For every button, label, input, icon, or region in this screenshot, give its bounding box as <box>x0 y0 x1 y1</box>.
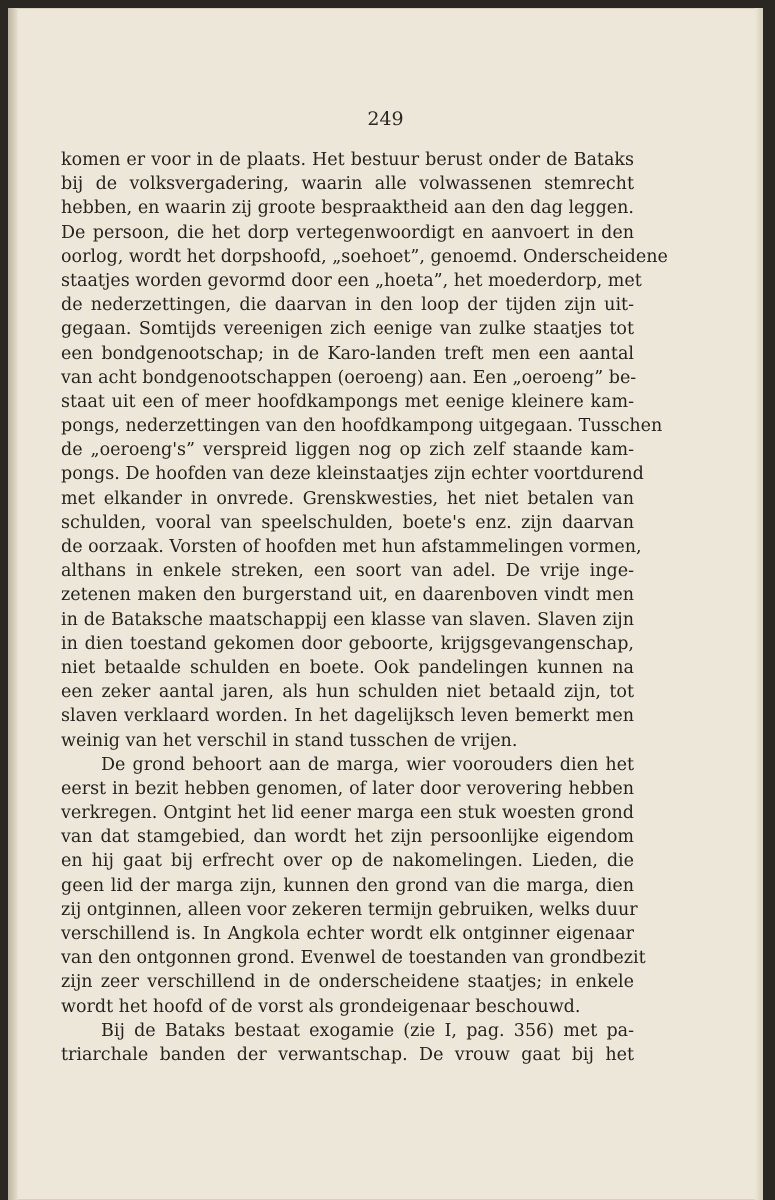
text-line: staatjes worden gevormd door een „hoeta”, het moederdorp, met <box>61 270 642 291</box>
text-line: bij de volksvergadering, waarin alle volwassenen stemrecht <box>61 174 634 195</box>
text-line: van acht bondgenootschappen (oeroeng) aan. Een „oeroeng” be- <box>61 367 637 388</box>
text-line: schulden, vooral van speelschulden, boete's enz. zijn daarvan <box>61 512 634 533</box>
text-line: Bij de Bataks bestaat exogamie (zie I, pag. 356) met pa- <box>101 1020 634 1041</box>
page-gutter <box>8 8 18 1200</box>
text-line: in de Bataksche maatschappij een klasse van slaven. Slaven zijn <box>61 609 634 630</box>
text-line: verschillend is. In Angkola echter wordt elk ontginner eigenaar <box>61 924 634 944</box>
page-number: 249 <box>367 108 404 130</box>
body-text <box>61 148 668 1067</box>
text-line: wordt het hoofd of de vorst als grondeigenaar beschouwd. <box>61 996 581 1017</box>
text-line: oorlog, wordt het dorpshoofd, „soehoet”, genoemd. Onderscheidene <box>61 246 668 267</box>
text-line: zij ontginnen, alleen voor zekeren termijn gebruiken, welks duur <box>61 899 638 920</box>
text-line: zijn zeer verschillend in de onderscheidene staatjes; in enkele <box>61 972 634 993</box>
text-line: de „oeroeng's” verspreid liggen nog op zich zelf staande kam- <box>61 440 634 461</box>
text-line: hebben, en waarin zij groote bespraaktheid aan den dag leggen. <box>61 198 634 219</box>
text-line: zetenen maken den burgerstand uit, en daarenboven vindt men <box>61 585 634 606</box>
text-line: een zeker aantal jaren, als hun schulden niet betaald zijn, tot <box>61 682 634 703</box>
book-page <box>8 8 763 1200</box>
text-line: triarchale banden der verwantschap. De vrouw gaat bij het <box>61 1044 634 1065</box>
text-line: althans in enkele streken, een soort van adel. De vrije inge- <box>61 561 634 582</box>
text-line: verkregen. Ontgint het lid eener marga een stuk woesten grond <box>61 803 634 824</box>
text-line: komen er voor in de plaats. Het bestuur berust onder de Bataks <box>61 150 634 170</box>
page-edge <box>755 8 763 1200</box>
text-line: en hij gaat bij erfrecht over op de nakomelingen. Lieden, die <box>61 851 634 872</box>
text-line: van den ontgonnen grond. Evenwel de toestanden van grondbezit <box>61 948 646 969</box>
text-line: De persoon, die het dorp vertegenwoordigt en aanvoert in den <box>61 222 634 243</box>
text-line: pongs. De hoofden van deze kleinstaatjes zijn echter voortdurend <box>61 464 644 485</box>
text-line: in dien toestand gekomen door geboorte, krijgsgevangenschap, <box>61 633 634 654</box>
text-line: slaven verklaard worden. In het dagelijksch leven bemerkt men <box>61 706 634 727</box>
text-line: pongs, nederzettingen van den hoofdkampong uitgegaan. Tusschen <box>61 416 663 437</box>
text-line: met elkander in onvrede. Grenskwesties, het niet betalen van <box>61 488 634 509</box>
text-line: eerst in bezit hebben genomen, of later door verovering hebben <box>61 778 634 799</box>
text-line: de nederzettingen, die daarvan in den loop der tijden zijn uit- <box>61 295 634 316</box>
text-line: van dat stamgebied, dan wordt het zijn persoonlijke eigendom <box>61 827 634 848</box>
text-line: niet betaalde schulden en boete. Ook pandelingen kunnen na <box>61 657 634 678</box>
text-line: een bondgenootschap; in de Karo-landen treft men een aantal <box>61 343 634 364</box>
text-line: staat uit een of meer hoofdkampongs met eenige kleinere kam- <box>61 391 634 412</box>
text-line: weinig van het verschil in stand tusschen de vrijen. <box>61 730 518 751</box>
text-line: De grond behoort aan de marga, wier voorouders dien het <box>101 754 634 775</box>
text-line: geen lid der marga zijn, kunnen den grond van die marga, dien <box>61 875 634 896</box>
text-line: de oorzaak. Vorsten of hoofden met hun afstammelingen vormen, <box>61 537 642 557</box>
text-line: gegaan. Somtijds vereenigen zich eenige van zulke staatjes tot <box>61 319 634 340</box>
